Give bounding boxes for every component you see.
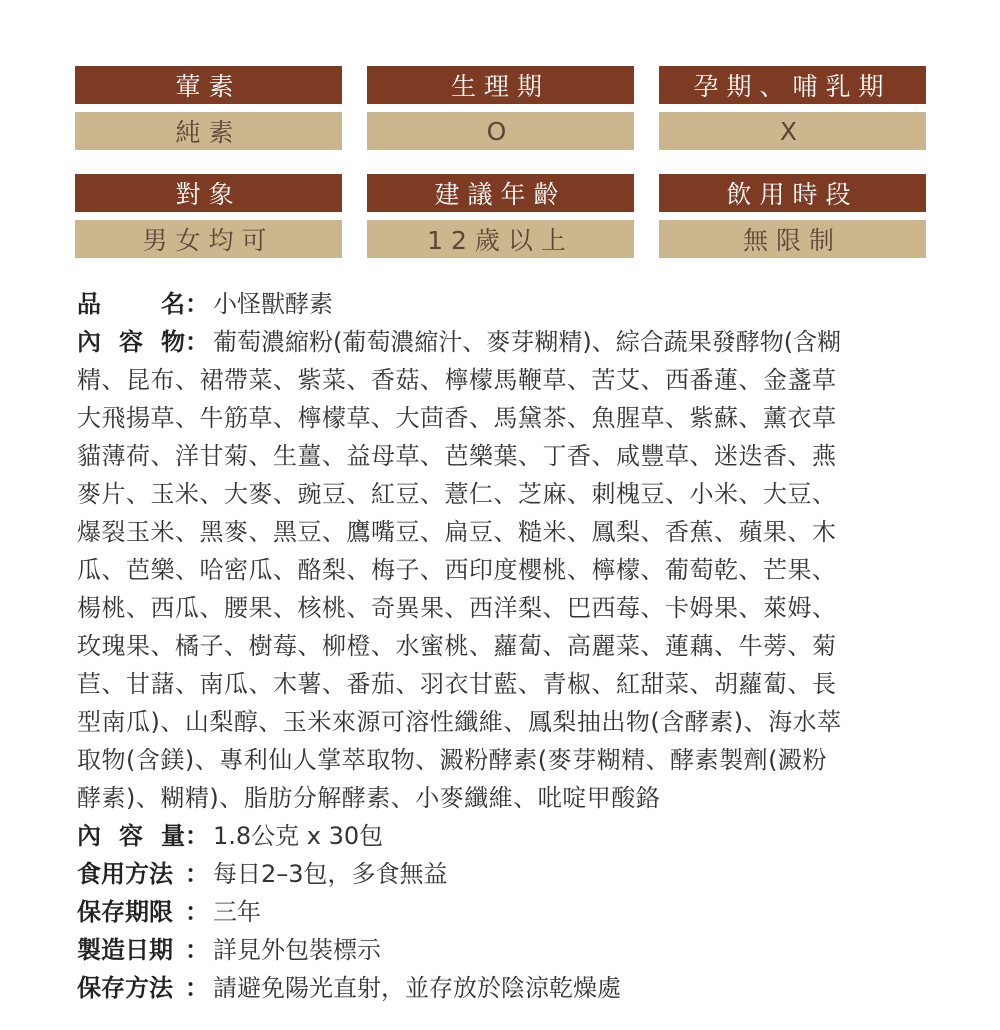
net-content-label: 內 容 量 xyxy=(77,822,185,850)
value-pregnancy-lactation: X xyxy=(659,112,926,150)
value-suggested-age: 12歲以上 xyxy=(367,220,634,258)
storage-value: 請避免陽光直射，並存放於陰涼乾燥處 xyxy=(213,974,621,1002)
spec-value-row-1 xyxy=(75,112,926,150)
usage-label: 食用方法 xyxy=(77,860,173,888)
product-info xyxy=(77,285,927,1007)
shelf-life-value: 三年 xyxy=(213,898,261,926)
header-menstrual-period: 生理期 xyxy=(367,66,634,104)
ingredients-label: 內 容 物 xyxy=(77,328,185,356)
ingredients-text-line: 型南瓜)、山梨醇、玉米來源可溶性纖維、鳳梨抽出物(含酵素)、海水萃 xyxy=(77,708,842,736)
header-pregnancy-lactation: 孕期、哺乳期 xyxy=(659,66,926,104)
ingredients-text-line: 酵素)、糊精)、脂肪分解酵素、小麥纖維、吡啶甲酸鉻 xyxy=(77,784,661,812)
shelf-life-line: 保存期限 ： 三年 xyxy=(77,893,927,931)
ingredients-text-line: 爆裂玉米、黑麥、黑豆、鷹嘴豆、扁豆、糙米、鳳梨、香蕉、蘋果、木 xyxy=(77,518,837,546)
net-content-line: 內 容 量 ： 1.8公克 x 30包 xyxy=(77,817,927,855)
product-spec-table xyxy=(75,66,926,258)
ingredients-text-line: 瓜、芭樂、哈密瓜、酪梨、梅子、西印度櫻桃、檸檬、葡萄乾、芒果、 xyxy=(77,556,837,584)
product-name-line: 品 名 ： 小怪獸酵素 xyxy=(77,285,927,323)
spec-header-row-1 xyxy=(75,66,926,104)
ingredients-text-line: 葡萄濃縮粉(葡萄濃縮汁、麥芽糊精)、綜合蔬果發酵物(含糊 xyxy=(213,328,842,356)
ingredients-text-line: 苣、甘藷、南瓜、木薯、番茄、羽衣甘藍、青椒、紅甜菜、胡蘿蔔、長 xyxy=(77,670,837,698)
value-menstrual-period: O xyxy=(367,112,634,150)
ingredients-text-line: 精、昆布、裙帶菜、紫菜、香菇、檸檬馬鞭草、苦艾、西番蓮、金盞草 xyxy=(77,366,837,394)
value-drinking-time: 無限制 xyxy=(659,220,926,258)
manufacture-date-value: 詳見外包裝標示 xyxy=(213,936,381,964)
value-target: 男女均可 xyxy=(75,220,342,258)
spec-value-row-2 xyxy=(75,220,926,258)
ingredients-text-line: 取物(含鎂)、專利仙人掌萃取物、澱粉酵素(麥芽糊精、酵素製劑(澱粉 xyxy=(77,746,827,774)
ingredients-text-line: 楊桃、西瓜、腰果、核桃、奇異果、西洋梨、巴西莓、卡姆果、萊姆、 xyxy=(77,594,837,622)
value-vegan-type: 純素 xyxy=(75,112,342,150)
net-content-value: 1.8公克 x 30包 xyxy=(213,822,384,850)
product-name-label: 品 名 xyxy=(77,290,185,318)
storage-label: 保存方法 xyxy=(77,974,173,1002)
header-vegan-type: 葷素 xyxy=(75,66,342,104)
header-drinking-time: 飲用時段 xyxy=(659,174,926,212)
ingredients-text-line: 麥片、玉米、大麥、豌豆、紅豆、薏仁、芝麻、刺槐豆、小米、大豆、 xyxy=(77,480,837,508)
ingredients-text-line: 貓薄荷、洋甘菊、生薑、益母草、芭樂葉、丁香、咸豐草、迷迭香、燕 xyxy=(77,442,837,470)
usage-line: 食用方法 ： 每日2–3包，多食無益 xyxy=(77,855,927,893)
header-target: 對象 xyxy=(75,174,342,212)
spec-header-row-2 xyxy=(75,174,926,212)
ingredients-text-line: 大飛揚草、牛筋草、檸檬草、大茴香、馬黛茶、魚腥草、紫蘇、薰衣草 xyxy=(77,404,837,432)
manufacture-date-label: 製造日期 xyxy=(77,936,173,964)
product-name-value: 小怪獸酵素 xyxy=(213,290,333,318)
usage-value: 每日2–3包，多食無益 xyxy=(213,860,448,888)
ingredients-text-line: 玫瑰果、橘子、樹莓、柳橙、水蜜桃、蘿蔔、高麗菜、蓮藕、牛蒡、菊 xyxy=(77,632,837,660)
shelf-life-label: 保存期限 xyxy=(77,898,173,926)
header-suggested-age: 建議年齡 xyxy=(367,174,634,212)
manufacture-date-line: 製造日期 ： 詳見外包裝標示 xyxy=(77,931,927,969)
ingredients-first-line: 內 容 物 ： 葡萄濃縮粉(葡萄濃縮汁、麥芽糊精)、綜合蔬果發酵物(含糊 xyxy=(77,323,927,361)
storage-line: 保存方法 ： 請避免陽光直射，並存放於陰涼乾燥處 xyxy=(77,969,927,1007)
